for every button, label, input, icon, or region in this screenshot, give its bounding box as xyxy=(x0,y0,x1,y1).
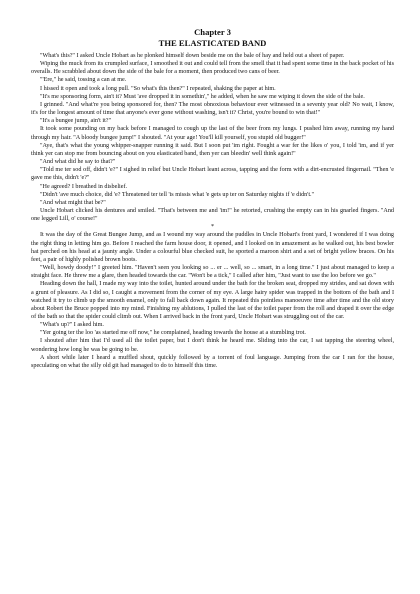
chapter-title: THE ELASTICATED BAND xyxy=(158,37,267,48)
paragraph: "And what did he say to that?" xyxy=(40,159,116,166)
paragraph: Heading down the hall, I made my way into the toilet, hunted around under the bath for the broken seat, dropped my strides, and sat down with a grunt of pleasure. As I did so, I caught a movement from the corner of my eye. A large hairy spider was trapped in the bottom of the bath and I watched it try to climb up the smooth enamel, only to fall back down again. It repeated this pointless manoeuvre time after time and the old story about Robert the Bruce popped into my mind. Finishing my ablutions, I pulled the last of the toilet paper from the roll and draped it over the edge of the bath so that the spider could climb out. When I arrived back in the front yard, Uncle Hobart was struggling out of the car. xyxy=(31,281,394,320)
paragraph: "It's a bungee jump, ain't it?" xyxy=(40,118,112,125)
paragraph: "Yer going ter the loo 'as started me off now," he complained, heading towards the house at a stumbling trot. xyxy=(40,330,306,337)
paragraph: "'Ere," he said, tossing a can at me. xyxy=(40,77,127,84)
section-break: * xyxy=(210,224,215,231)
paragraph: I grinned. "And what're you being sponsored for, then? The most obnoxious behaviour ever witnessed in a seventy year old? No wait, I know, it's for the longest amount of time that anyone's ever gone without washing, isn't it? Christ, you're bound to win that!" xyxy=(31,101,394,117)
paragraph: "Aye, that's what the young whipper-snapper running it said. But I soon put 'im right. Fought a war fer the likes o' you, I told 'im, and if yer think yer can stop me from bouncing about on you elasticated band, then yer can bleedin' well think again!" xyxy=(31,142,394,157)
chapter-body xyxy=(31,52,394,370)
paragraph: I shouted after him that I'd used all the toilet paper, but I don't think he heard me. Sliding into the car, I sat tapping the steering wheel, wondering how long he was be going to be. xyxy=(31,338,394,353)
paragraph: "What's this?" I asked Uncle Hobart as he plonked himself down beside me on the bale of hay and held out a sheet of paper. xyxy=(40,53,345,59)
paragraph: "And what might that be?" xyxy=(40,199,106,206)
paragraph: "It's me sponsoring form, ain't it? Must 'ave dropped it in somethin'," he added, when he saw me wiping it down the side of the bale. xyxy=(40,93,365,100)
paragraph: "What's up?" I asked him. xyxy=(40,322,104,329)
paragraph: "He agreed? I breathed in disbelief. xyxy=(40,183,128,190)
paragraph: "Told me ter sod off, didn't 'e?" I sighed in relief but Uncle Hobart leant across, tapping and the form with a dirt-encrusted fingernail. "Then 'e gave me this, didn't 'e?" xyxy=(31,167,394,182)
chapter-number: Chapter 3 xyxy=(194,27,231,37)
paragraph: "Didn't 'ave much choice, did 'e? Threatened ter tell 'is missis what 'e gets up ter on Saturday nights if 'e didn't." xyxy=(40,191,315,198)
chapter-heading xyxy=(31,27,394,48)
paragraph: "Well, howdy doody!" I greeted him. "Haven't seen you looking so ... er ... well, so ... smart, in a long time." I just about managed to keep a straight face. He threw me a glare, then headed towards the car. "Won't be a tick," I called after him, "Just want to use the loo before we go." xyxy=(31,265,394,280)
paragraph: Wiping the muck from its crumpled surface, I smoothed it out and could tell from the smell that it had spent some time in the back pocket of his overalls. He scrabbled about down the side of the bale for a moment, then produced two cans of beer. xyxy=(31,61,394,76)
paragraph: It took some pounding on my back before I managed to cough up the last of the beer from my lungs. I pushed him away, running my hand through my hair. "A bloody bungee jump!" I shouted. "At your age! You'll kill yourself, you stupid old bugger!" xyxy=(31,126,394,141)
paragraph: It was the day of the Great Bungee Jump, and as I wound my way around the puddles in Uncle Hobart's front yard, I wondered if I was doing the right thing in letting him go. Before I reached the farm house door, it opened, and I looked on in amazement as he walked out, his best bowler hat perched on his head at a jaunty angle. Under a colourful blue checked suit, he sported a maroon shirt and a set of bright yellow braces. On his feet, a pair of highly polished brown boots. xyxy=(31,232,394,263)
paragraph: I hissed it open and took a long pull. "So what's this then?" I repeated, shaking the paper at him. xyxy=(40,85,276,92)
paragraph: Uncle Hobart clicked his dentures and smiled. "That's between me and 'im!" he retorted, crushing the empty can in his gnarled fingers. "And one legged Lill, o' course!" xyxy=(31,207,394,223)
paragraph: A short while later I heard a muffled shout, quickly followed by a torrent of foul language. Jumping from the car I ran for the house, speculating on what the silly old git had managed to do to himself this time. xyxy=(31,354,394,369)
